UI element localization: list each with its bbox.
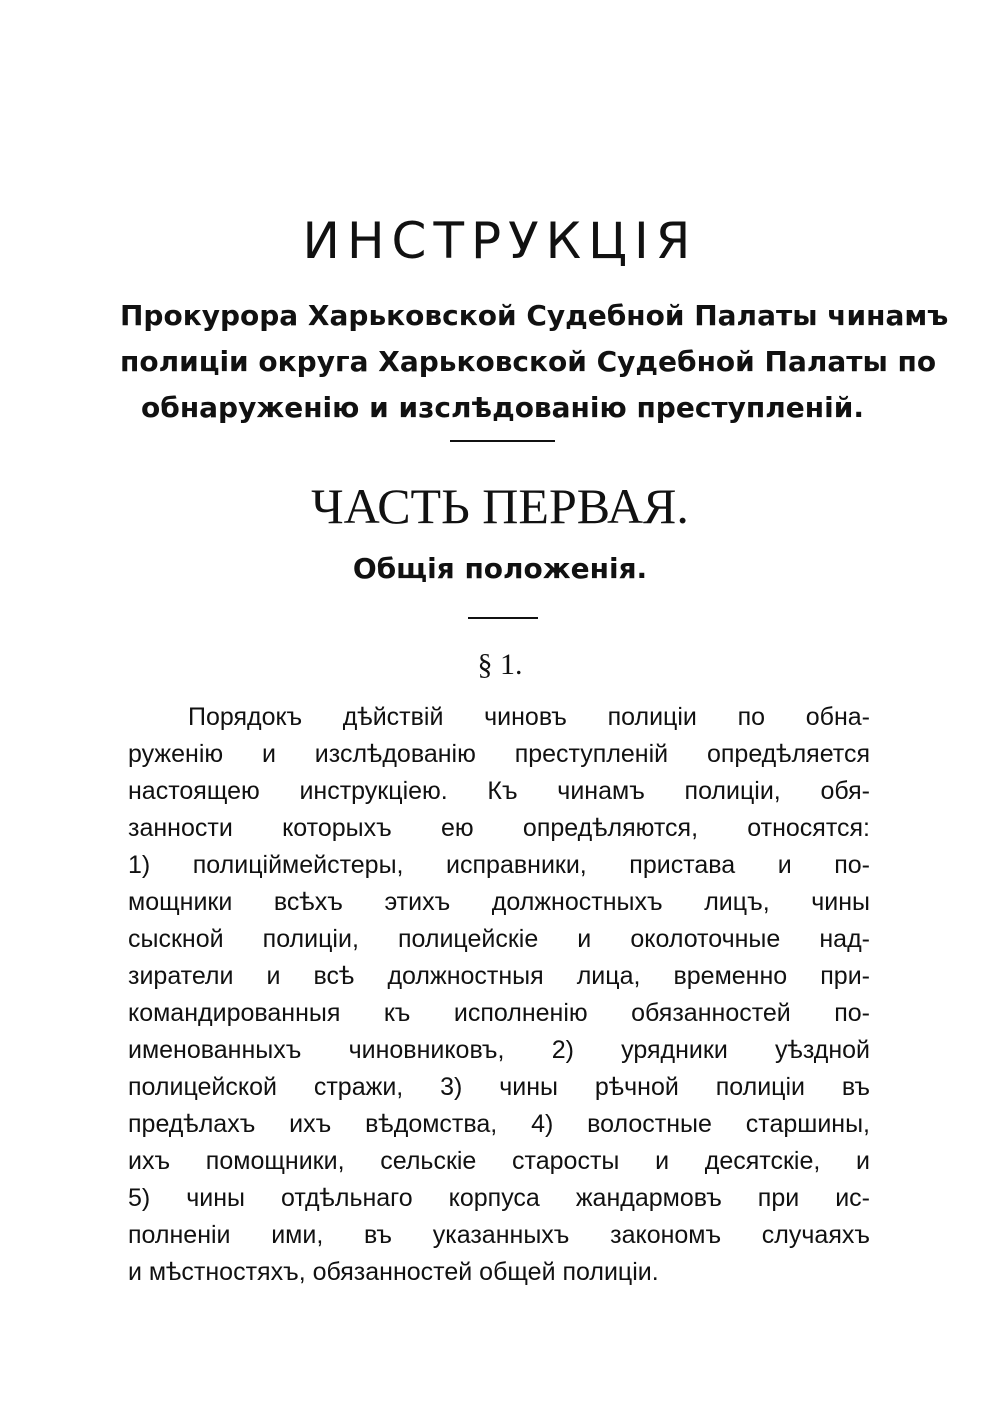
divider-rule — [450, 440, 555, 442]
subtitle-line: обнаруженію и изслѣдованію преступленій. — [141, 391, 864, 424]
body-line: 1) полиціймейстеры, исправники, пристава и по- — [128, 851, 870, 879]
body-line: руженію и изслѣдованію преступленій опредѣляется — [128, 740, 870, 768]
divider-rule — [468, 617, 538, 619]
body-line: мощники всѣхъ этихъ должностныхъ лицъ, чины — [128, 888, 870, 916]
subtitle-line: Прокурора Харьковской Судебной Палаты чинамъ — [120, 299, 949, 332]
body-line: предѣлахъ ихъ вѣдомства, 4) волостные старшины, — [128, 1110, 870, 1138]
section-heading: Общія положенія. — [352, 552, 648, 585]
subtitle-line: полиціи округа Харьковской Судебной Палаты по — [120, 345, 937, 378]
document-subtitle — [120, 293, 949, 431]
body-line: сыскной полиціи, полицейскіе и околоточные над- — [128, 925, 870, 953]
body-line: 5) чины отдѣльнаго корпуса жандармовъ при ис- — [128, 1184, 870, 1212]
body-line: именованныхъ чиновниковъ, 2) урядники уѣздной — [128, 1036, 870, 1064]
body-line: занности которыхъ ею опредѣляются, относятся: — [128, 814, 870, 842]
paragraph-number: § 1. — [477, 648, 523, 681]
body-paragraph — [128, 699, 870, 1291]
body-line: ихъ помощники, сельскіе старосты и десятскіе, и — [128, 1147, 870, 1175]
body-line: и мѣстностяхъ, обязанностей общей полиціи. — [128, 1258, 659, 1286]
body-line: Порядокъ дѣйствій чиновъ полиціи по обна- — [188, 703, 870, 731]
body-line: командированныя къ исполненію обязанностей по- — [128, 999, 870, 1027]
body-line: полицейской стражи, 3) чины рѣчной полиціи въ — [128, 1073, 870, 1101]
part-title: ЧАСТЬ ПЕРВАЯ. — [311, 478, 689, 534]
body-line: зиратели и всѣ должностныя лица, временно при- — [128, 962, 870, 990]
body-line: полненіи ими, въ указанныхъ закономъ случаяхъ — [128, 1221, 870, 1249]
document-title: ИНСТРУКЦІЯ — [302, 212, 698, 270]
body-line: настоящею инструкціею. Къ чинамъ полиціи, обя- — [128, 777, 870, 805]
